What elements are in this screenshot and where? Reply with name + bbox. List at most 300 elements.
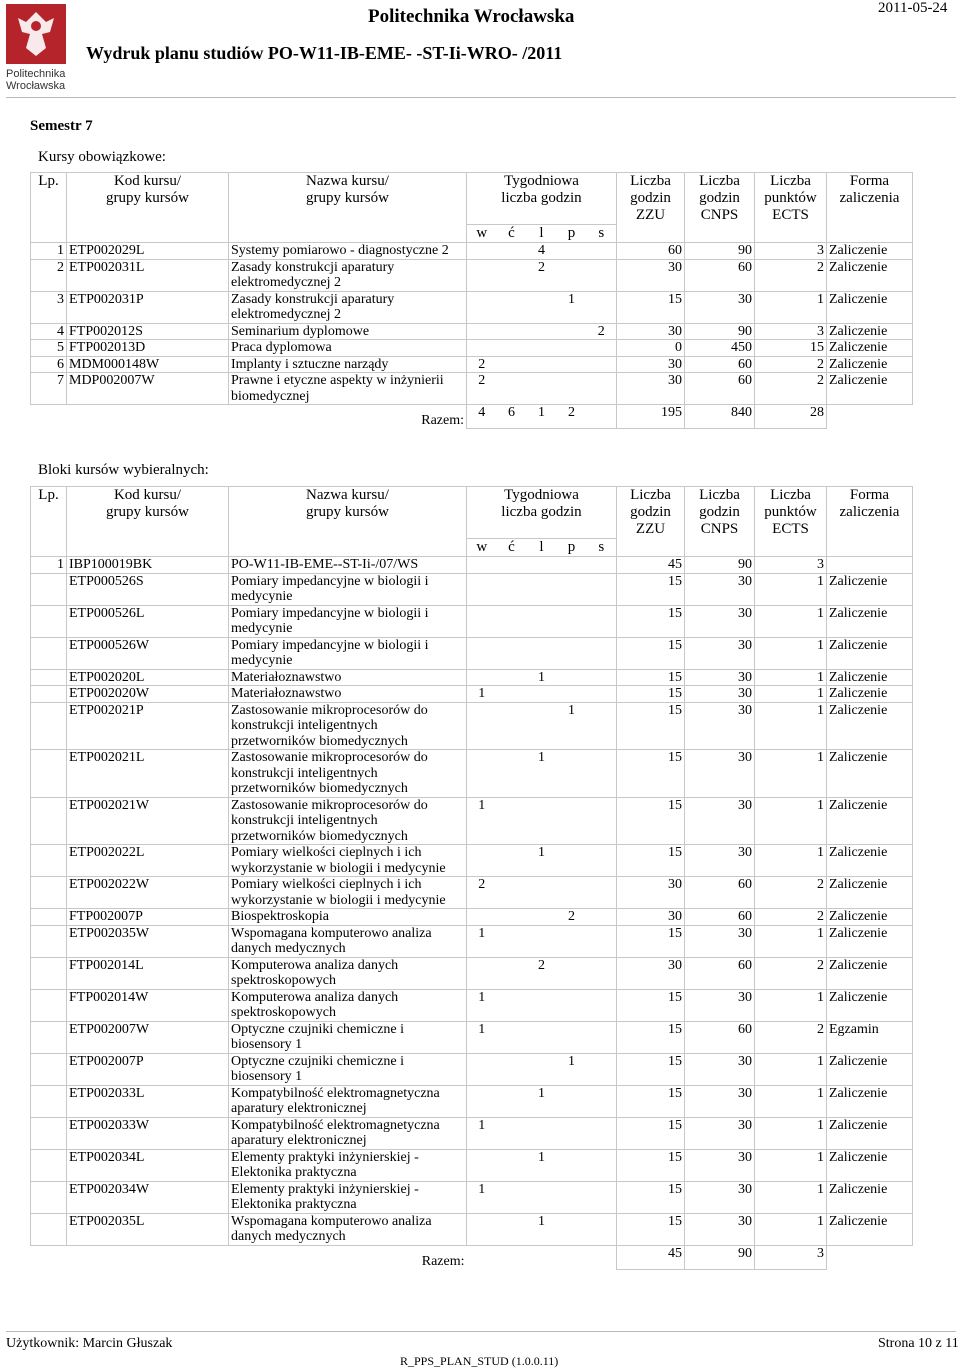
hours-cnps: 60 [685,356,755,373]
ects-points: 1 [755,686,827,703]
total-s [587,405,617,429]
assessment-form: Zaliczenie [827,1053,913,1085]
ects-points: 1 [755,1085,827,1117]
course-row [31,1053,913,1085]
assessment-form: Zaliczenie [827,1213,913,1245]
hours-cnps: 30 [685,925,755,957]
hours-s [587,909,617,926]
total-hours-spacer [467,1245,617,1269]
course-lp [31,1149,67,1181]
hours-p [557,243,587,260]
hours-s [587,356,617,373]
hours-w [467,845,497,877]
course-row [31,1021,913,1053]
hours-p [557,797,587,845]
course-name: Wspomagana komputerowo analiza danych medycznych [229,1213,467,1245]
hours-c [497,1149,527,1181]
hours-cnps: 30 [685,989,755,1021]
hours-s [587,686,617,703]
hours-c [497,797,527,845]
hours-zzu: 15 [617,750,685,798]
hours-c [497,605,527,637]
course-lp: 5 [31,340,67,357]
hours-l [527,291,557,323]
assessment-form: Zaliczenie [827,243,913,260]
assessment-form: Zaliczenie [827,989,913,1021]
ects-points: 1 [755,669,827,686]
course-row [31,877,913,909]
hours-l [527,989,557,1021]
course-lp [31,909,67,926]
course-code: FTP002012S [67,323,229,340]
assessment-form: Zaliczenie [827,573,913,605]
ects-points: 3 [755,243,827,260]
hours-cnps: 30 [685,1053,755,1085]
total-cnps: 90 [685,1245,755,1269]
hours-w [467,259,497,291]
course-name: Pomiary wielkości cieplnych i ich wykorzystanie w biologii i medycynie [229,845,467,877]
hours-w [467,702,497,750]
hours-l [527,702,557,750]
hours-w: 1 [467,925,497,957]
hours-zzu: 15 [617,797,685,845]
hours-p [557,573,587,605]
course-code: ETP002021L [67,750,229,798]
hours-w: 1 [467,797,497,845]
hours-s: 2 [587,323,617,340]
ects-points: 1 [755,291,827,323]
hours-cnps: 90 [685,557,755,574]
hours-l [527,373,557,405]
course-lp: 1 [31,557,67,574]
ects-points: 1 [755,925,827,957]
course-name: Materiałoznawstwo [229,669,467,686]
course-name: Pomiary wielkości cieplnych i ich wykorzystanie w biologii i medycynie [229,877,467,909]
ects-points: 1 [755,1117,827,1149]
course-code: ETP002033L [67,1085,229,1117]
hours-p [557,1181,587,1213]
course-row [31,686,913,703]
hours-c [497,1181,527,1213]
course-lp [31,702,67,750]
col-ects-header: Liczba punktów ECTS [755,487,827,557]
hours-c [497,243,527,260]
hours-cnps: 60 [685,259,755,291]
hours-l: 1 [527,1149,557,1181]
hours-s [587,373,617,405]
required-courses-label: Kursy obowiązkowe: [38,149,166,165]
hours-cnps: 90 [685,323,755,340]
header-divider [6,97,956,98]
course-row [31,373,913,405]
hours-c [497,259,527,291]
col-l-header: l [527,225,557,243]
course-code: ETP002022W [67,877,229,909]
logo-text-line1: Politechnika [6,68,66,80]
assessment-form: Zaliczenie [827,637,913,669]
col-forma-header: Forma zaliczenia [827,173,913,243]
hours-zzu: 15 [617,989,685,1021]
hours-p: 1 [557,1053,587,1085]
hours-c [497,291,527,323]
col-nazwa-header: Nazwa kursu/ grupy kursów [229,487,467,557]
total-spacer [31,405,67,429]
hours-s [587,340,617,357]
hours-w [467,243,497,260]
col-cnps-header: Liczba godzin CNPS [685,487,755,557]
course-name: PO-W11-IB-EME--ST-Ii-/07/WS [229,557,467,574]
col-forma-header: Forma zaliczenia [827,487,913,557]
hours-w [467,1149,497,1181]
hours-p [557,957,587,989]
course-code: ETP000526W [67,637,229,669]
hours-cnps: 30 [685,1181,755,1213]
total-row [31,1245,913,1269]
course-lp [31,1213,67,1245]
total-zzu: 195 [617,405,685,429]
hours-s [587,1181,617,1213]
total-l: 1 [527,405,557,429]
course-lp [31,1181,67,1213]
hours-s [587,557,617,574]
hours-p [557,323,587,340]
ects-points: 2 [755,1021,827,1053]
hours-zzu: 15 [617,1213,685,1245]
assessment-form: Zaliczenie [827,686,913,703]
hours-zzu: 30 [617,259,685,291]
course-lp [31,686,67,703]
hours-cnps: 30 [685,1117,755,1149]
col-cnps-header: Liczba godzin CNPS [685,173,755,243]
col-w-header: w [467,225,497,243]
total-spacer [67,1245,229,1269]
hours-s [587,957,617,989]
hours-zzu: 30 [617,877,685,909]
hours-l [527,877,557,909]
hours-w [467,1213,497,1245]
hours-w [467,1053,497,1085]
hours-s [587,243,617,260]
col-s-header: s [587,225,617,243]
ects-points: 2 [755,356,827,373]
ects-points: 1 [755,573,827,605]
total-cnps: 840 [685,405,755,429]
hours-p [557,686,587,703]
hours-l [527,340,557,357]
hours-l: 1 [527,1085,557,1117]
course-row [31,669,913,686]
course-lp [31,925,67,957]
hours-zzu: 15 [617,637,685,669]
course-row [31,989,913,1021]
course-row [31,557,913,574]
footer-user: Użytkownik: Marcin Głuszak [6,1336,173,1351]
hours-p [557,1085,587,1117]
hours-p [557,259,587,291]
hours-w [467,557,497,574]
hours-c [497,356,527,373]
course-code: ETP002007P [67,1053,229,1085]
ects-points: 1 [755,1149,827,1181]
hours-zzu: 15 [617,686,685,703]
required-courses-body [31,243,913,429]
hours-cnps: 30 [685,1085,755,1117]
course-name: Elementy praktyki inżynierskiej - Elektonika praktyczna [229,1181,467,1213]
hours-cnps: 30 [685,573,755,605]
assessment-form: Zaliczenie [827,877,913,909]
ects-points: 1 [755,1053,827,1085]
document-title: Wydruk planu studiów PO-W11-IB-EME- -ST-Ii-WRO- /2011 [86,43,563,63]
hours-l: 2 [527,957,557,989]
assessment-form: Zaliczenie [827,1117,913,1149]
hours-l: 1 [527,669,557,686]
hours-cnps: 30 [685,845,755,877]
hours-cnps: 30 [685,750,755,798]
total-spacer [827,405,913,429]
hours-p [557,557,587,574]
ects-points: 1 [755,637,827,669]
ects-points: 1 [755,989,827,1021]
assessment-form: Zaliczenie [827,605,913,637]
hours-l [527,637,557,669]
hours-cnps: 450 [685,340,755,357]
hours-c [497,1213,527,1245]
total-spacer [67,405,229,429]
course-code: FTP002013D [67,340,229,357]
course-name: Elementy praktyki inżynierskiej - Elektonika praktyczna [229,1149,467,1181]
footer-page-number: Strona 10 z 11 [878,1336,959,1351]
course-row [31,605,913,637]
assessment-form: Zaliczenie [827,1149,913,1181]
hours-w [467,909,497,926]
hours-cnps: 30 [685,669,755,686]
course-name: Wspomagana komputerowo analiza danych medycznych [229,925,467,957]
course-row [31,340,913,357]
course-code: ETP002031L [67,259,229,291]
total-label: Razem: [421,1253,465,1269]
ects-points: 1 [755,1213,827,1245]
course-name: Biospektroskopia [229,909,467,926]
ects-points: 1 [755,1181,827,1213]
course-lp: 7 [31,373,67,405]
course-name: Prawne i etyczne aspekty w inżynierii biomedycznej [229,373,467,405]
hours-c [497,1085,527,1117]
hours-c [497,669,527,686]
course-code: MDP002007W [67,373,229,405]
hours-p [557,669,587,686]
course-name: Zastosowanie mikroprocesorów do konstrukcji inteligentnych przetworników biomedycznych [229,702,467,750]
col-kod-header: Kod kursu/ grupy kursów [67,487,229,557]
hours-p [557,1117,587,1149]
course-lp [31,1117,67,1149]
course-code: ETP002033W [67,1117,229,1149]
hours-zzu: 15 [617,1021,685,1053]
hours-cnps: 60 [685,1021,755,1053]
hours-p [557,373,587,405]
university-name: Politechnika Wrocławska [368,6,575,27]
assessment-form: Zaliczenie [827,373,913,405]
hours-c [497,557,527,574]
ects-points: 2 [755,259,827,291]
course-name: Komputerowa analiza danych spektroskopowych [229,957,467,989]
hours-p [557,1149,587,1181]
ects-points: 2 [755,909,827,926]
course-row [31,637,913,669]
course-code: ETP002022L [67,845,229,877]
course-name: Praca dyplomowa [229,340,467,357]
course-name: Pomiary impedancyjne w biologii i medycynie [229,605,467,637]
hours-l [527,557,557,574]
hours-w: 1 [467,989,497,1021]
course-code: ETP002031P [67,291,229,323]
hours-p [557,340,587,357]
hours-p [557,1213,587,1245]
course-row [31,356,913,373]
course-lp [31,1085,67,1117]
ects-points: 1 [755,750,827,798]
hours-zzu: 15 [617,702,685,750]
hours-p [557,605,587,637]
course-name: Zastosowanie mikroprocesorów do konstrukcji inteligentnych przetworników biomedycznych [229,750,467,798]
hours-c [497,957,527,989]
course-row [31,1149,913,1181]
course-row [31,957,913,989]
total-ects: 3 [755,1245,827,1269]
hours-cnps: 60 [685,877,755,909]
hours-p: 1 [557,291,587,323]
hours-c [497,323,527,340]
course-name: Kompatybilność elektromagnetyczna aparatury elektronicznej [229,1117,467,1149]
course-name: Pomiary impedancyjne w biologii i medycynie [229,573,467,605]
hours-cnps: 30 [685,686,755,703]
ects-points: 2 [755,373,827,405]
hours-cnps: 30 [685,797,755,845]
col-tygodniowa-header: Tygodniowa liczba godzin [467,173,617,225]
ects-points: 1 [755,797,827,845]
hours-s [587,989,617,1021]
hours-s [587,605,617,637]
required-courses-table [30,172,913,429]
col-lp-header: Lp. [31,173,67,243]
course-code: ETP002035L [67,1213,229,1245]
hours-cnps: 30 [685,637,755,669]
hours-s [587,750,617,798]
hours-p [557,637,587,669]
hours-s [587,845,617,877]
hours-w [467,1085,497,1117]
course-name: Materiałoznawstwo [229,686,467,703]
hours-s [587,702,617,750]
hours-cnps: 60 [685,957,755,989]
hours-l: 1 [527,1213,557,1245]
course-code: ETP002021W [67,797,229,845]
hours-zzu: 15 [617,1149,685,1181]
total-spacer [31,1245,67,1269]
course-name: Implanty i sztuczne narządy [229,356,467,373]
hours-l [527,925,557,957]
course-name: Seminarium dyplomowe [229,323,467,340]
course-row [31,1213,913,1245]
course-row [31,259,913,291]
university-logo [6,4,68,96]
assessment-form: Zaliczenie [827,957,913,989]
course-name: Optyczne czujniki chemiczne i biosensory 1 [229,1021,467,1053]
assessment-form: Zaliczenie [827,750,913,798]
course-code: ETP002035W [67,925,229,957]
hours-zzu: 15 [617,925,685,957]
course-name: Zasady konstrukcji aparatury elektromedycznej 2 [229,291,467,323]
elective-blocks-label: Bloki kursów wybieralnych: [38,462,209,478]
hours-c [497,877,527,909]
assessment-form: Zaliczenie [827,1085,913,1117]
course-lp [31,877,67,909]
course-lp [31,637,67,669]
hours-p [557,1021,587,1053]
hours-l [527,605,557,637]
hours-c [497,750,527,798]
col-c-header: ć [497,539,527,557]
hours-s [587,877,617,909]
hours-p [557,989,587,1021]
hours-c [497,702,527,750]
course-lp [31,797,67,845]
course-code: ETP000526L [67,605,229,637]
hours-l [527,797,557,845]
hours-s [587,797,617,845]
assessment-form: Zaliczenie [827,669,913,686]
hours-l [527,909,557,926]
hours-p: 2 [557,909,587,926]
total-w: 4 [467,405,497,429]
ects-points: 1 [755,605,827,637]
total-zzu: 45 [617,1245,685,1269]
course-code: ETP000526S [67,573,229,605]
assessment-form: Zaliczenie [827,909,913,926]
hours-w: 2 [467,356,497,373]
course-row [31,702,913,750]
assessment-form: Egzamin [827,1021,913,1053]
ects-points: 2 [755,877,827,909]
col-zzu-header: Liczba godzin ZZU [617,173,685,243]
course-code: ETP002020L [67,669,229,686]
course-name: Pomiary impedancyjne w biologii i medycynie [229,637,467,669]
course-row [31,1117,913,1149]
course-name: Komputerowa analiza danych spektroskopowych [229,989,467,1021]
hours-w [467,323,497,340]
hours-l [527,1117,557,1149]
course-row [31,1181,913,1213]
hours-cnps: 30 [685,702,755,750]
hours-zzu: 30 [617,909,685,926]
course-lp [31,989,67,1021]
hours-w: 1 [467,1181,497,1213]
hours-w: 1 [467,1117,497,1149]
hours-l: 1 [527,750,557,798]
hours-zzu: 30 [617,957,685,989]
hours-c [497,637,527,669]
course-code: ETP002034L [67,1149,229,1181]
hours-w: 1 [467,1021,497,1053]
hours-zzu: 15 [617,669,685,686]
hours-zzu: 15 [617,605,685,637]
course-row [31,750,913,798]
total-spacer [827,1245,913,1269]
hours-zzu: 30 [617,323,685,340]
course-code: ETP002021P [67,702,229,750]
total-label: Razem: [421,413,464,428]
hours-w [467,340,497,357]
hours-zzu: 15 [617,845,685,877]
